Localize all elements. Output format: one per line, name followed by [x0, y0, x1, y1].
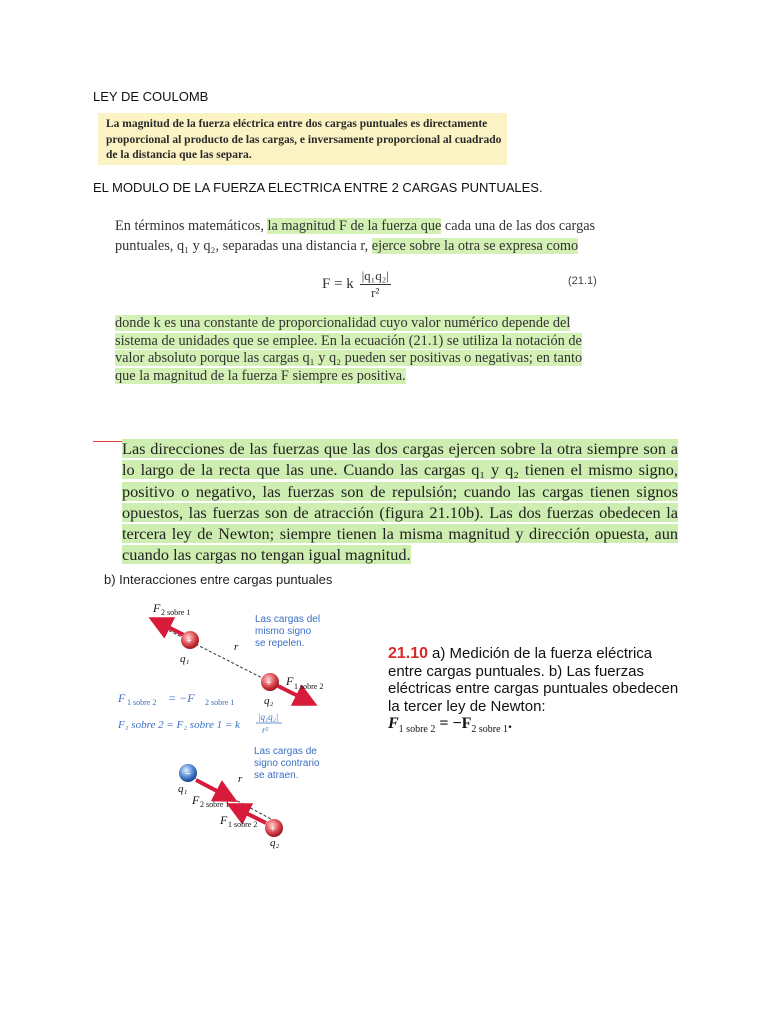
coulomb-formula: [322, 268, 391, 301]
formula-fraction: [360, 268, 391, 301]
repel-note-line-2: mismo signo: [255, 626, 312, 637]
label-q1-top: q₁: [180, 653, 190, 665]
equation-number: (21.1): [568, 275, 597, 287]
eq1-mid: = −F: [168, 691, 195, 705]
label-q2-top: q₂: [264, 695, 274, 707]
formula-numerator: |q₁q₂|: [361, 268, 389, 283]
attract-note-line-3: se atraen.: [254, 770, 299, 781]
eq1-lhs: F: [118, 691, 126, 705]
minus-sign-q1: −: [185, 769, 191, 780]
label-f12-bottom: F: [220, 813, 228, 827]
eq1-lhs-sub: 1 sobre 2: [127, 698, 157, 707]
eq2-denominator: r²: [262, 725, 269, 735]
label-q2-bottom: q₂: [270, 837, 280, 849]
label-f21-top-sub: 2 sobre 1: [161, 608, 191, 617]
heading-ley-de-coulomb: LEY DE COULOMB: [93, 89, 209, 104]
attract-note: [254, 746, 322, 781]
caption-equation: [388, 715, 513, 736]
para1-part-c: cada una de las dos cargas puntuales, q₁ y q₂, separadas una distancia r,: [115, 218, 596, 254]
eq1-rhs-sub: 2 sobre 1: [205, 698, 235, 707]
formula-lhs: F = k: [322, 275, 354, 292]
attract-note-line-2: signo contrario: [254, 758, 320, 769]
figure-caption: [388, 645, 688, 739]
caption-number: 21.10: [388, 645, 429, 662]
label-r-bottom: r: [238, 773, 243, 785]
para1-part-a: En términos matemáticos,: [115, 218, 268, 234]
coulomb-magnitude-equation: [117, 712, 282, 735]
repel-note-line-3: se repelen.: [255, 638, 305, 649]
label-f21-bottom-sub: 2 sobre 1: [200, 800, 230, 809]
constant-paragraph: [115, 315, 605, 385]
eq2-main: F₁ sobre 2 = F₂ sobre 1 = k: [118, 719, 240, 731]
label-f21-bottom: F: [192, 793, 200, 807]
force-arrow-2-on-1-repel: [152, 619, 188, 637]
para1-part-b: la magnitud F de la fuerza que: [267, 218, 442, 234]
caption-eq-f12: F: [388, 715, 399, 732]
label-f12-top: F: [286, 674, 294, 688]
figure-charges-interaction: [100, 570, 380, 850]
caption-text: a) Medición de la fuerza eléctrica entre cargas puntuales. b) Las fuerzas eléctricas entre cargas puntuales obedecen la tercer ley de Newton:: [388, 645, 679, 715]
label-f12-top-sub: 1 sobre 2: [294, 682, 324, 691]
eq2-numerator: |q₁q₂|: [258, 712, 279, 722]
figure-heading: b) Interacciones entre cargas puntuales: [104, 572, 333, 587]
label-f12-bottom-sub: 1 sobre 2: [228, 820, 258, 829]
repel-note-line-1: Las cargas del: [255, 614, 321, 625]
red-margin-mark: [93, 441, 123, 442]
plus-sign-q2: +: [266, 678, 272, 689]
label-r-top: r: [234, 641, 239, 653]
para1-part-d: ejerce sobre la otra se expresa como: [371, 238, 579, 254]
definition-box: La magnitud de la fuerza eléctrica entre dos cargas puntuales es directamente proporcional al producto de las cargas, e inversamente proporcional al cuadrado de la distancia que las separa.: [98, 113, 507, 165]
caption-eq-f12-sub: 1 sobre 2: [398, 724, 436, 736]
directions-paragraph: [122, 438, 678, 566]
para2-text: donde k es una constante de proporcionalidad cuyo valor numérico depende del sistema de unidades que se emplee. En la ecuación (21.1) se utiliza la notación de valor absoluto porque las cargas q₁ y q₂ pueden ser positivas o negativas; en tanto que la magnitud de la fuerza F siempre es positiva.: [115, 315, 583, 384]
newton-third-law-equation: [117, 691, 234, 707]
plus-sign-q1: +: [186, 636, 192, 647]
repel-note: [255, 614, 323, 649]
formula-denominator: r²: [371, 285, 380, 300]
plus-sign-q2-attract: +: [270, 824, 276, 835]
caption-eq-f21-sub: 2 sobre 1: [471, 724, 509, 736]
label-f21-top: F: [153, 601, 161, 615]
caption-eq-end: .: [508, 715, 513, 732]
para3-text: Las direcciones de las fuerzas que las dos cargas ejercen sobre la otra siempre son a lo largo de la recta que las une. Cuando las cargas q₁ y q₂ tienen el mismo signo, positivo o negativo, las fuerzas son de repulsión; cuando las cargas tienen signos opuestos, las fuerzas son de atracción (figura 21.10b). Las dos fuerzas obedecen la tercera ley de Newton; siempre tienen la misma magnitud y dirección opuesta, aun cuando las cargas no tengan igual magnitud.: [122, 439, 678, 565]
caption-eq-mid: = −F: [435, 715, 472, 732]
label-q1-bottom: q₁: [178, 783, 188, 795]
heading-modulo-fuerza: EL MODULO DE LA FUERZA ELECTRICA ENTRE 2 CARGAS PUNTUALES.: [93, 180, 543, 195]
attract-note-line-1: Las cargas de: [254, 746, 317, 757]
force-arrow-2-on-1-attract: [196, 780, 234, 800]
math-paragraph: [115, 216, 605, 256]
